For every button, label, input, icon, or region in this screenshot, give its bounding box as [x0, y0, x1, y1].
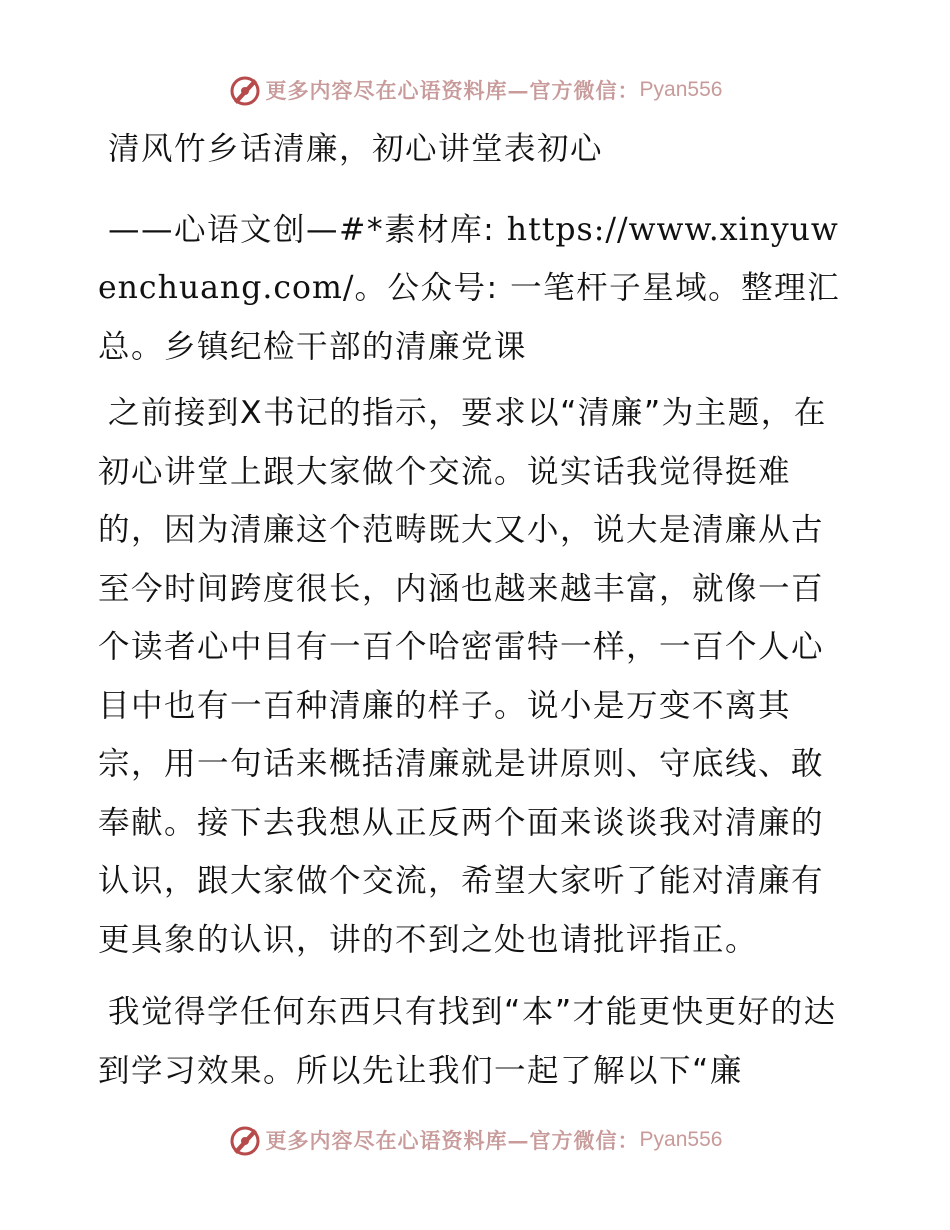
- footer-watermark-banner: [0, 1120, 950, 1160]
- header-watermark-text: 更多内容尽在心语资料库—官方微信：: [265, 78, 640, 103]
- header-watermark-id: Pyan556: [639, 78, 723, 101]
- document-body: [98, 120, 850, 1100]
- document-source: [98, 201, 850, 377]
- document-title: 清风竹乡话清廉，初心讲堂表初心: [108, 131, 604, 167]
- paragraph: 之前接到X书记的指示，要求以“清廉”为主题，在初心讲堂上跟大家做个交流。说实话我觉得挺难的，因为清廉这个范畴既大又小，说大是清廉从古至今时间跨度很长，内涵也越来越丰富，就像一百个读者心中目有一百个哈密雷特一样，一百个人心目中也有一百种清廉的样子。说小是万变不离其宗，用一句话来概括清廉就是讲原则、守底线、敢奉献。接下去我想从正反两个面来谈谈我对清廉的认识，跟大家做个交流，希望大家听了能对清廉有更具象的认识，讲的不到之处也请批评指正。: [98, 395, 827, 958]
- source-rest: 。公众号: 一笔杆子星域。整理汇总。乡镇纪检干部的清廉党课: [98, 270, 841, 365]
- header-watermark-banner: [0, 70, 950, 110]
- source-url-part2: www.xinyuwenchuang.com/: [98, 211, 839, 306]
- footer-watermark-text: 更多内容尽在心语资料库—官方微信：: [265, 1128, 640, 1153]
- pen-logo-icon: [228, 1123, 262, 1157]
- footer-watermark-id: Pyan556: [639, 1128, 723, 1151]
- paragraph: 我觉得学任何东西只有找到“本”才能更快更好的达到学习效果。所以先让我们一起了解以下“廉: [98, 994, 837, 1089]
- source-url-part1: https://: [506, 211, 629, 248]
- pen-logo-icon: [228, 73, 262, 107]
- source-prefix: ——心语文创—#*素材库:: [108, 211, 507, 248]
